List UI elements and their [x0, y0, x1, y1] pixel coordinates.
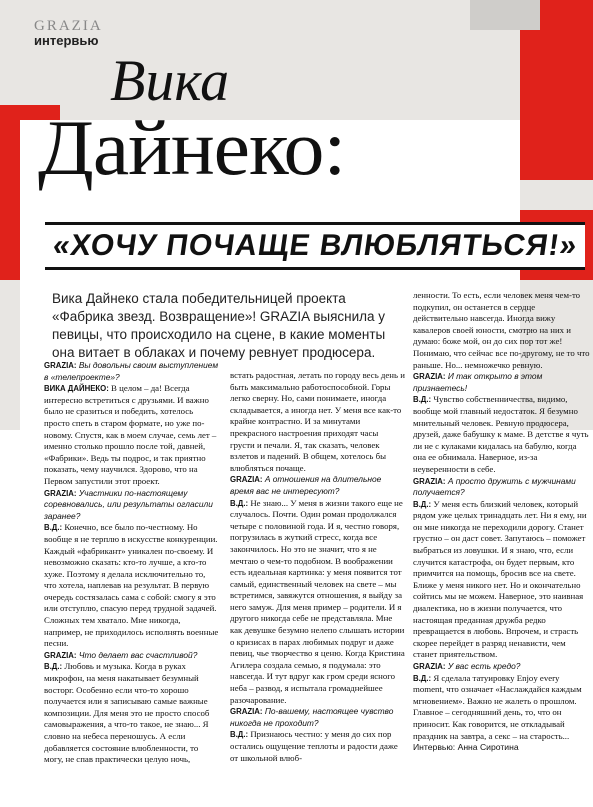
- question: [230, 706, 405, 729]
- checker-square: [470, 0, 540, 30]
- question-text: Вы довольны своим выступлением в «телепроекте»?: [44, 360, 219, 382]
- article-column-2: [230, 290, 405, 764]
- speaker-label: GRAZIA:: [44, 488, 77, 498]
- answer: [44, 661, 219, 765]
- question: [413, 476, 591, 499]
- question: [44, 488, 219, 523]
- speaker-label: ВИКА ДАЙНЕКО:: [44, 384, 109, 394]
- question-text: А просто дружить с мужчинами получается?: [413, 475, 576, 498]
- answer: [230, 498, 405, 707]
- speaker-label: В.Д.:: [230, 730, 249, 740]
- speaker-label: GRAZIA:: [413, 662, 446, 671]
- article-column-1: [44, 360, 219, 766]
- question: [44, 650, 219, 662]
- question: [230, 474, 405, 497]
- title-first-name: Вика: [110, 48, 230, 113]
- magazine-logo: GRAZIA: [34, 18, 103, 34]
- answer: [413, 394, 591, 475]
- answer-continued: встать радостная, летать по городу весь день и быть максимально работоспособной. Горы легко сверну. Но, сами понимаете, иногда складывается, а иногда нет. У меня все как-то крайне контрастно. И за минутами прекрасного настроения приходят часы грусти и печали. Я, так сказать, человек взлетов и падений. В общем, хотелось бы влюбляться почаще.: [230, 370, 405, 473]
- speaker-label: В.Д.:: [44, 523, 63, 533]
- speaker-label: GRAZIA:: [230, 475, 263, 485]
- article-column-3: [413, 290, 591, 754]
- speaker-label: GRAZIA:: [413, 476, 446, 486]
- answer-text: У меня есть близкий человек, который рядом уже целых тринадцать лет. Ни я ему, ни он мне никогда не переходили дорогу. Станет грустно – он даст совет. Запутаюсь – поможет выбраться из ловушки. И я знаю, что, если случится катастрофа, он будет первым, кто примчится на помощь, бросив все на свете. Ближе у меня никого нет. Но и окончательно сойтись мы не можем. Наверное, это наивная диалектика, но в жизни получается, что настоящая преданная дружба редко превращается в любовь. Впрочем, и страсть скорее перейдет в разряд ненависти, чем станет приятельством.: [413, 498, 587, 660]
- question-text: У вас есть кредо?: [447, 661, 521, 671]
- question: [413, 371, 591, 394]
- answer-text: Не знаю... У меня в жизни такого еще не случалось. Почти. Один роман продолжался четыре с половиной года. И я, честно говоря, погрузилась в жуткий стресс, когда все закончилось. Но это не значит, что я не мечтаю о чем-то подобном. В воображении есть идеальная картинка: у меня появится тот самый, единственный человек на свете – мы встретимся, завяжутся отношения, я выйду за него замуж. Для меня пример – родители. И я другого никогда себе не представляла. Мне как девушке безумно нелепо слышать истории о кризисах в парах любимых подруг и даже певиц, чье творчество я ценю. Когда Кристина Агилера создала семью, я подумала: это навсегда. И тут вдруг как гром среди ясного неба – развод, я испытала громаднейшее разочарование.: [230, 497, 405, 705]
- question: [413, 661, 591, 673]
- speaker-label: GRAZIA:: [44, 361, 77, 370]
- speaker-label: В.Д.:: [44, 662, 63, 672]
- section-label: интервью: [34, 33, 99, 48]
- answer-text: Чувство собственничества, видимо, вообще мой главный недостаток. Я безумно мнительный человек. Ревную продюсера, друзей, даже бабушку к маме. В детстве я чуть ли не с кулаками кидалась на бабулю, когда она ее обнимала. Наверное, из-за неуверенности в себе.: [413, 394, 589, 474]
- answer: [44, 522, 219, 650]
- speaker-label: В.Д.:: [230, 498, 249, 508]
- answer: [44, 383, 219, 487]
- question-text: Что делает вас счастливой?: [78, 649, 198, 660]
- answer: [230, 729, 405, 764]
- answer-continued: ленности. То есть, если человек меня чем-то подкупил, он останется в сердце действительно навсегда. Иногда вижу кавалеров своей юности, смотрю на них и думаю: боже мой, он до сих пор тот же! Понимаю, что сейчас все по-другому, не то что раньше. Но... немножечко ревную.: [413, 290, 590, 370]
- speaker-label: GRAZIA:: [413, 372, 446, 382]
- speaker-label: GRAZIA:: [230, 707, 263, 717]
- headline: [45, 222, 585, 270]
- answer-text: Признаюсь честно: у меня до сих пор остались ощущение теплоты и радости даже от школьной влюб-: [230, 729, 398, 763]
- question-text: Участники по-настоящему соревновались, или результаты огласили заранее?: [44, 487, 213, 521]
- interview-credit: Интервью: Анна Сиротина: [413, 742, 519, 753]
- answer: [413, 499, 591, 661]
- answer-text: В целом – да! Всегда интересно встретиться с друзьями. И важно было не сразиться и победить, хотелось просто спеть в старом формате, но уже по-новому. Спустя, как в моем случае, семь лет – именно столько прошло после той, давней, «Фабрики». Ведь ты подрос, и так приятно показать, чему научился. Здорово, что на Первом запустили этот проект.: [44, 383, 217, 486]
- question-text: И так открыто в этом признаетесь!: [413, 371, 543, 393]
- answer-text: Я сделала татуировку Enjoy every moment, что означает «Наслаждайся каждым мгновением». Важно не жалеть о прошлом. Главное – сегодняшний день, то, что он приносит. Как говорится, не откладывай праздник на завтра, а секс – на старость...: [413, 672, 582, 741]
- speaker-label: В.Д.:: [413, 673, 432, 683]
- question: [44, 360, 219, 383]
- answer-text: Любовь и музыка. Когда в руках микрофон, на меня накатывает безумный восторг. Особенно если что-то хорошо получается или я записываю самые важные композиции. Для меня это не просто способ самовыражения, а что-то такое, не знаю... Я словно на небеса переношусь. А если добавляется состояние влюбленности, то могу, не спав практически целую ночь,: [44, 661, 210, 765]
- answer: [413, 673, 591, 743]
- lead-paragraph: Вика Дайнеко стала победительницей проекта «Фабрика звезд. Возвращение»! GRAZIA выяснила у певицы, что происходило на сцене, в какие моменты она витает в облаках и почему ревнует продюсера.: [52, 291, 386, 360]
- speaker-label: В.Д.:: [413, 395, 432, 405]
- question-text: А отношения на длительное время вас не интересуют?: [230, 474, 382, 496]
- speaker-label: В.Д.:: [413, 499, 432, 509]
- answer-text: Конечно, все было по-честному. Но вообще я не терплю в искусстве конкуренции. Каждый «фабрикант» уникален по-своему. И невозможно сказать: кто-то лучше, а кто-то хуже. Поэтому я делала исключительно то, что хотела, наплевав на результат. В первую очередь состязалась сама с собой: смогу я это или отступлю, спасую перед трудной задачей. Сложных тем хватало. Мне никогда, например, не приходилось исполнять военные песни.: [44, 522, 219, 649]
- headline-text: «ХОЧУ ПОЧАЩЕ ВЛЮБЛЯТЬСЯ!»: [50, 229, 580, 262]
- title-last-name: Дайнеко:: [38, 104, 346, 191]
- question-text: По-вашему, настоящее чувство никогда не проходит?: [230, 706, 394, 728]
- speaker-label: GRAZIA:: [44, 650, 77, 660]
- red-block: [520, 30, 593, 180]
